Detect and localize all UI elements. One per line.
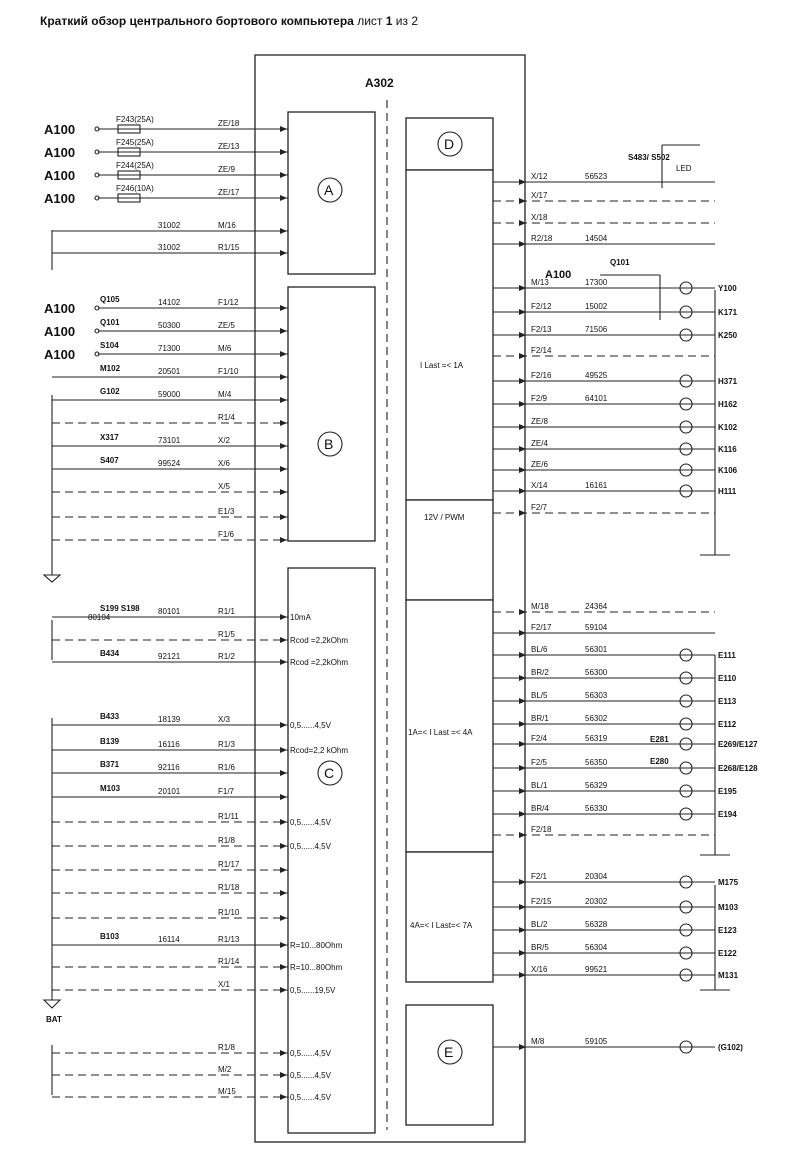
pin-label: R1/8 bbox=[218, 1043, 235, 1052]
component-label: K250 bbox=[718, 331, 738, 340]
switch-label: B371 bbox=[100, 760, 120, 769]
pin-label: F2/16 bbox=[531, 371, 552, 380]
pin-label: E1/3 bbox=[218, 507, 235, 516]
pin-label: F1/10 bbox=[218, 367, 239, 376]
component-label: H111 bbox=[718, 487, 737, 496]
signal-note: 0,5......4,5V bbox=[290, 1049, 331, 1058]
block-d-label: D bbox=[444, 136, 455, 152]
component-label: K106 bbox=[718, 466, 738, 475]
left-row bbox=[52, 507, 288, 520]
label-i-last-1a: I Last =< 1A bbox=[420, 361, 464, 370]
wire-number: 20304 bbox=[585, 872, 608, 881]
source-label: A100 bbox=[44, 122, 76, 137]
wire-number: 99521 bbox=[585, 965, 608, 974]
wire-number: 17300 bbox=[585, 278, 608, 287]
module-a302-label: A302 bbox=[365, 76, 394, 90]
right-row bbox=[493, 758, 758, 774]
wire-number: 92116 bbox=[158, 763, 180, 772]
component-label: K171 bbox=[718, 308, 738, 317]
component-label: K102 bbox=[718, 423, 738, 432]
pin-label: R1/15 bbox=[218, 243, 240, 252]
pin-label: R1/6 bbox=[218, 763, 235, 772]
component-label: M131 bbox=[718, 971, 739, 980]
block-1a-4a bbox=[406, 600, 493, 852]
pin-label: F2/5 bbox=[531, 758, 548, 767]
right-row bbox=[493, 623, 715, 636]
pin-label: M/15 bbox=[218, 1087, 236, 1096]
wire-number: 56304 bbox=[585, 943, 608, 952]
component-label: E110 bbox=[718, 674, 737, 683]
ground-symbol-bat bbox=[44, 1000, 60, 1008]
signal-note: Rcod =2,2kOhm bbox=[290, 636, 349, 645]
left-row bbox=[44, 184, 288, 206]
right-row bbox=[493, 645, 736, 661]
left-row bbox=[44, 138, 288, 160]
wire-number: 56329 bbox=[585, 781, 608, 790]
left-row bbox=[52, 908, 288, 921]
wire-number: 56300 bbox=[585, 668, 608, 677]
component-label: E195 bbox=[718, 787, 737, 796]
pin-label: X/6 bbox=[218, 459, 231, 468]
wire-number: 56350 bbox=[585, 758, 608, 767]
pin-label: F2/7 bbox=[531, 503, 548, 512]
component-label: E268/E128 bbox=[718, 764, 758, 773]
left-row bbox=[44, 115, 288, 137]
right-row bbox=[493, 439, 737, 455]
label-4a-7a: 4A=< I Last=< 7A bbox=[410, 921, 473, 930]
pin-label: X/14 bbox=[531, 481, 548, 490]
wire-number: 56328 bbox=[585, 920, 608, 929]
pin-label: ZE/8 bbox=[531, 417, 548, 426]
fuse-label: F244(25A) bbox=[116, 161, 154, 170]
left-row bbox=[52, 482, 288, 495]
wire-number: 49525 bbox=[585, 371, 608, 380]
switch-label: Q105 bbox=[100, 295, 120, 304]
pin-label: R1/17 bbox=[218, 860, 240, 869]
fuse-label: F246(10A) bbox=[116, 184, 154, 193]
signal-note: 10mA bbox=[290, 613, 311, 622]
component-label: E123 bbox=[718, 926, 737, 935]
wire-number: 56330 bbox=[585, 804, 608, 813]
source-label: A100 bbox=[44, 145, 76, 160]
led-label-1: LED bbox=[676, 164, 692, 173]
switch-label: B103 bbox=[100, 932, 120, 941]
left-row bbox=[52, 243, 288, 256]
switch-label: B139 bbox=[100, 737, 120, 746]
label-12v-pwm: 12V / PWM bbox=[424, 513, 465, 522]
wire-number: 59000 bbox=[158, 390, 181, 399]
right-row bbox=[493, 234, 715, 247]
source-label: A100 bbox=[44, 191, 76, 206]
left-row bbox=[52, 760, 288, 776]
pin-label: R1/3 bbox=[218, 740, 235, 749]
pin-label: ZE/17 bbox=[218, 188, 240, 197]
right-row bbox=[493, 394, 738, 410]
block-e-label: E bbox=[444, 1044, 454, 1060]
wire-number: 20302 bbox=[585, 897, 608, 906]
wire-number: 59104 bbox=[585, 623, 608, 632]
component-label: E269/E127 bbox=[718, 740, 758, 749]
left-row bbox=[44, 295, 288, 316]
component-label: (G102) bbox=[718, 1043, 743, 1052]
block-b-label: B bbox=[324, 436, 334, 452]
right-row bbox=[493, 602, 715, 615]
left-row bbox=[52, 883, 288, 896]
right-row bbox=[493, 417, 738, 433]
wire-number: 56303 bbox=[585, 691, 608, 700]
right-row bbox=[493, 371, 738, 387]
pin-label: BR/1 bbox=[531, 714, 549, 723]
right-row bbox=[493, 804, 737, 820]
switch-label: G102 bbox=[100, 387, 120, 396]
right-row bbox=[493, 734, 758, 750]
right-row bbox=[493, 302, 738, 318]
pin-label: M/16 bbox=[218, 221, 236, 230]
right-row bbox=[493, 346, 715, 359]
title-sheet-word: лист bbox=[357, 14, 383, 28]
block-b bbox=[288, 287, 375, 541]
title-sheet-of: из 2 bbox=[395, 14, 418, 28]
signal-note: R=10...80Ohm bbox=[290, 941, 343, 950]
wire-number: 31002 bbox=[158, 243, 181, 252]
block-a-label: A bbox=[324, 182, 334, 198]
pin-label: R1/13 bbox=[218, 935, 240, 944]
component-label: H371 bbox=[718, 377, 738, 386]
left-row bbox=[52, 530, 288, 543]
block-i-last-1a bbox=[406, 170, 493, 500]
pin-label: BR/5 bbox=[531, 943, 549, 952]
right-row bbox=[493, 691, 737, 707]
wire-number: 20101 bbox=[158, 787, 181, 796]
wire-number: 56302 bbox=[585, 714, 608, 723]
right-row bbox=[493, 278, 737, 294]
pin-label: X/18 bbox=[531, 213, 548, 222]
left-row bbox=[44, 161, 288, 183]
title-sheet-num: 1 bbox=[385, 14, 393, 28]
e281-label: E281 bbox=[650, 735, 669, 744]
block-e bbox=[406, 1005, 493, 1125]
wire-number: 56319 bbox=[585, 734, 608, 743]
right-row bbox=[493, 503, 715, 516]
pin-label: X/12 bbox=[531, 172, 548, 181]
component-label: H162 bbox=[718, 400, 738, 409]
left-row bbox=[52, 413, 288, 426]
pin-label: BL/6 bbox=[531, 645, 548, 654]
switch-label: X317 bbox=[100, 433, 119, 442]
pin-label: M/18 bbox=[531, 602, 549, 611]
wire-number: 16116 bbox=[158, 740, 180, 749]
pin-label: F2/12 bbox=[531, 302, 552, 311]
pin-label: R1/8 bbox=[218, 836, 235, 845]
wire-number: 92121 bbox=[158, 652, 181, 661]
switch-label: S407 bbox=[100, 456, 119, 465]
right-row bbox=[493, 897, 739, 913]
left-row bbox=[44, 318, 288, 339]
switch-sub-label: 80104 bbox=[88, 613, 111, 622]
switch-label: M102 bbox=[100, 364, 121, 373]
right-row bbox=[493, 213, 715, 226]
left-row bbox=[44, 341, 288, 362]
component-label: E122 bbox=[718, 949, 737, 958]
source-label: A100 bbox=[44, 324, 76, 339]
fuse-label: F245(25A) bbox=[116, 138, 154, 147]
block-4a-7a bbox=[406, 852, 493, 982]
wire-number: 16114 bbox=[158, 935, 180, 944]
left-row bbox=[52, 784, 288, 800]
wire-number: 24364 bbox=[585, 602, 608, 611]
pin-label: ZE/9 bbox=[218, 165, 235, 174]
signal-note: 0,5......4,5V bbox=[290, 721, 331, 730]
switch-s483-label: S483/ S502 bbox=[628, 153, 670, 162]
switch-label: Q101 bbox=[100, 318, 120, 327]
pin-label: R1/1 bbox=[218, 607, 235, 616]
wire-number: 16161 bbox=[585, 481, 608, 490]
wire-number: 59105 bbox=[585, 1037, 608, 1046]
pin-label: M/13 bbox=[531, 278, 549, 287]
pin-label: R1/2 bbox=[218, 652, 235, 661]
signal-note: 0,5......19,5V bbox=[290, 986, 336, 995]
wire-number: 56301 bbox=[585, 645, 608, 654]
right-row bbox=[493, 943, 737, 959]
signal-note: 0,5......4,5V bbox=[290, 1093, 331, 1102]
wire-number: 50300 bbox=[158, 321, 181, 330]
pin-label: ZE/18 bbox=[218, 119, 240, 128]
a100-right-label: A100 bbox=[545, 269, 572, 281]
source-label: A100 bbox=[44, 301, 76, 316]
left-row bbox=[52, 433, 288, 449]
pin-label: M/8 bbox=[531, 1037, 545, 1046]
switch-label: S104 bbox=[100, 341, 119, 350]
wire-number: 99524 bbox=[158, 459, 181, 468]
component-label: M175 bbox=[718, 878, 739, 887]
pin-label: M/4 bbox=[218, 390, 232, 399]
switch-label: B433 bbox=[100, 712, 120, 721]
pin-label: X/3 bbox=[218, 715, 231, 724]
right-row bbox=[493, 668, 737, 684]
component-label: Y100 bbox=[718, 284, 737, 293]
wire-number: 80101 bbox=[158, 607, 181, 616]
pin-label: F2/17 bbox=[531, 623, 552, 632]
pin-label: F1/7 bbox=[218, 787, 235, 796]
q101-right-label: Q101 bbox=[610, 258, 630, 267]
pin-label: BL/5 bbox=[531, 691, 548, 700]
component-label: K116 bbox=[718, 445, 737, 454]
pin-label: X/1 bbox=[218, 980, 231, 989]
wire-number: 18139 bbox=[158, 715, 181, 724]
right-row bbox=[493, 325, 738, 341]
wire-number: 14504 bbox=[585, 234, 608, 243]
wire-number: 71300 bbox=[158, 344, 181, 353]
component-label: M103 bbox=[718, 903, 739, 912]
pin-label: R1/10 bbox=[218, 908, 240, 917]
pin-label: F2/1 bbox=[531, 872, 548, 881]
wire-number: 64101 bbox=[585, 394, 608, 403]
right-row bbox=[493, 1037, 743, 1053]
wire-number: 20501 bbox=[158, 367, 181, 376]
label-1a-4a: 1A=< I Last =< 4A bbox=[408, 728, 473, 737]
right-row bbox=[493, 872, 739, 888]
component-label: E113 bbox=[718, 697, 737, 706]
pin-label: F2/18 bbox=[531, 825, 552, 834]
signal-note: 0,5......4,5V bbox=[290, 818, 331, 827]
pin-label: BR/4 bbox=[531, 804, 549, 813]
pin-label: F1/6 bbox=[218, 530, 235, 539]
ground-symbol-b bbox=[44, 575, 60, 582]
component-label: E194 bbox=[718, 810, 737, 819]
switch-label: B434 bbox=[100, 649, 120, 658]
wire-number: 56523 bbox=[585, 172, 608, 181]
right-row bbox=[493, 965, 739, 981]
component-label: E111 bbox=[718, 651, 736, 660]
left-row bbox=[52, 860, 288, 873]
left-row bbox=[52, 456, 288, 472]
signal-note: R=10...80Ohm bbox=[290, 963, 343, 972]
pin-label: M/2 bbox=[218, 1065, 232, 1074]
source-label: A100 bbox=[44, 347, 76, 362]
pin-label: ZE/6 bbox=[531, 460, 548, 469]
pin-label: R1/4 bbox=[218, 413, 235, 422]
signal-note: 0,5......4,5V bbox=[290, 842, 331, 851]
wire-number: 31002 bbox=[158, 221, 181, 230]
pin-label: M/6 bbox=[218, 344, 232, 353]
right-row bbox=[493, 714, 737, 730]
left-row bbox=[52, 364, 288, 380]
pin-label: ZE/4 bbox=[531, 439, 548, 448]
right-row bbox=[493, 481, 737, 497]
pin-label: X/2 bbox=[218, 436, 231, 445]
title-main: Краткий обзор центрального бортового компьютера bbox=[40, 14, 354, 28]
block-c-label: C bbox=[324, 765, 335, 781]
right-row bbox=[493, 460, 738, 476]
right-row bbox=[493, 825, 715, 838]
switch-label: S199 S198 bbox=[100, 604, 140, 613]
pin-label: BL/2 bbox=[531, 920, 548, 929]
left-row bbox=[52, 387, 288, 403]
pin-label: R1/11 bbox=[218, 812, 239, 821]
fuse-label: F243(25A) bbox=[116, 115, 154, 124]
pin-label: F2/14 bbox=[531, 346, 552, 355]
signal-note: Rcod=2,2 kOhm bbox=[290, 746, 349, 755]
component-label: E112 bbox=[718, 720, 737, 729]
pin-label: F2/9 bbox=[531, 394, 548, 403]
pin-label: F2/15 bbox=[531, 897, 552, 906]
bat-label: BAT bbox=[46, 1015, 62, 1024]
signal-note: 0,5......4,5V bbox=[290, 1071, 331, 1080]
right-row bbox=[493, 781, 737, 797]
right-row bbox=[493, 191, 715, 204]
pin-label: ZE/13 bbox=[218, 142, 240, 151]
pin-label: X/17 bbox=[531, 191, 548, 200]
pin-label: F2/4 bbox=[531, 734, 548, 743]
signal-note: Rcod =2,2kOhm bbox=[290, 658, 349, 667]
pin-label: R1/14 bbox=[218, 957, 240, 966]
source-label: A100 bbox=[44, 168, 76, 183]
right-row bbox=[493, 920, 737, 936]
wire-number: 73101 bbox=[158, 436, 181, 445]
pin-label: ZE/5 bbox=[218, 321, 235, 330]
switch-label: M103 bbox=[100, 784, 121, 793]
pin-label: BL/1 bbox=[531, 781, 548, 790]
pin-label: F1/12 bbox=[218, 298, 239, 307]
pin-label: R2/18 bbox=[531, 234, 553, 243]
left-row bbox=[52, 221, 288, 234]
pin-label: X/16 bbox=[531, 965, 548, 974]
right-row bbox=[493, 172, 715, 185]
pin-label: R1/18 bbox=[218, 883, 240, 892]
wire-number: 71506 bbox=[585, 325, 608, 334]
pin-label: F2/13 bbox=[531, 325, 552, 334]
pin-label: R1/5 bbox=[218, 630, 235, 639]
e280-label: E280 bbox=[650, 757, 669, 766]
pin-label: BR/2 bbox=[531, 668, 549, 677]
wire-number: 15002 bbox=[585, 302, 608, 311]
wire-number: 14102 bbox=[158, 298, 181, 307]
pin-label: X/5 bbox=[218, 482, 231, 491]
